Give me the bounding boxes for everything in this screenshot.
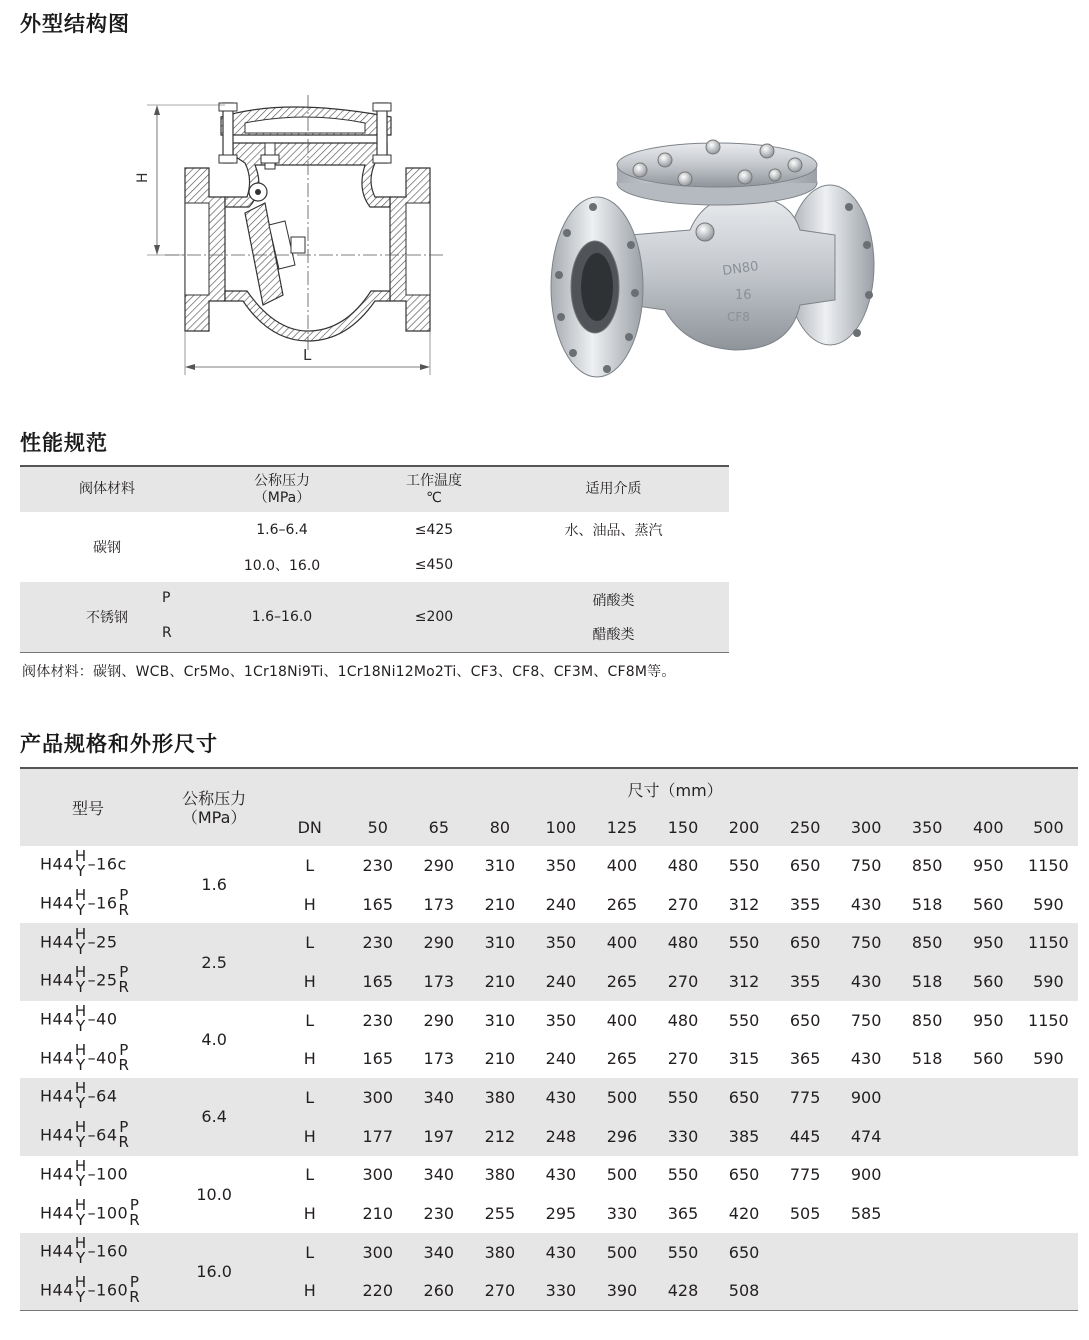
dimension-value-cell: 340 (408, 1233, 469, 1272)
dimension-value-cell: 474 (836, 1117, 897, 1156)
dimension-value-cell: 1150 (1028, 1010, 1069, 1030)
dimension-value-cell: 173 (423, 894, 455, 914)
dimension-value-cell (1019, 1078, 1078, 1117)
dimension-value-cell: 480 (667, 1010, 699, 1030)
temperature-cell: ≤200 (370, 582, 498, 652)
stacked-suffix: P R (118, 886, 130, 920)
model-cell: H44 H Y –100 P R (40, 1195, 141, 1229)
valve-product-photo (545, 125, 885, 390)
dimension-value-cell: 265 (606, 1049, 638, 1069)
dimension-value-cell: 310 (469, 923, 530, 962)
dimension-value-cell: 420 (728, 1204, 760, 1224)
dimension-value-cell: 260 (408, 1272, 469, 1311)
stacked-suffix: P R (118, 1040, 130, 1074)
dimension-value-cell: 270 (469, 1272, 530, 1311)
stacked-suffix: H Y (74, 963, 87, 997)
dimension-value-cell: 300 (362, 1165, 394, 1185)
dimension-value-cell: 330 (606, 1204, 638, 1224)
pressure-cell: 1.6–16.0 (194, 582, 370, 652)
stacked-suffix: H Y (74, 1156, 87, 1190)
dimension-value-cell: 270 (667, 1049, 699, 1069)
dimension-value-cell: 312 (728, 894, 760, 914)
dimension-value-cell: 380 (469, 1233, 530, 1272)
dimension-value-cell: 850 (911, 855, 943, 875)
pressure-cell: 10.0、16.0 (243, 557, 321, 574)
dimension-value-cell: 197 (408, 1117, 469, 1156)
dimension-value-cell (958, 1233, 1019, 1272)
dimension-value-cell: 550 (728, 1010, 760, 1030)
dimension-value-cell (1019, 1272, 1078, 1311)
stacked-suffix: H Y (74, 1234, 87, 1268)
dimension-value-cell: 590 (1019, 962, 1078, 1001)
dimension-value-cell: 255 (484, 1204, 516, 1224)
model-cell: H44 H Y –40 P R (40, 1040, 130, 1074)
dimension-value-cell: 480 (667, 855, 699, 875)
header-dn-value: 150 (652, 809, 713, 846)
dimension-value-cell: 240 (545, 894, 577, 914)
dimension-value-cell: 355 (775, 962, 836, 1001)
dimension-value-cell: 270 (652, 962, 713, 1001)
dimension-value-cell: 165 (362, 1049, 394, 1069)
dimension-value-cell: 210 (469, 962, 530, 1001)
model-cell: H44 H Y –16 P R (40, 886, 130, 920)
table-row (20, 923, 1078, 962)
header-dn-value: 250 (775, 809, 836, 846)
model-cell: H44 H Y –64 P R (20, 1117, 156, 1156)
dimension-value-cell: 265 (606, 894, 638, 914)
dimension-value-cell: 1150 (1028, 855, 1069, 875)
dimension-value-cell: 355 (789, 894, 821, 914)
dimension-value-cell (958, 1194, 1019, 1233)
specification-table (20, 767, 1078, 1311)
model-cell: H44 H Y –160 P R (20, 1272, 156, 1311)
dimension-value-cell: 850 (911, 1010, 943, 1030)
dimension-value-cell (1019, 1233, 1078, 1272)
dimension-value-cell (775, 1233, 836, 1272)
dimension-value-cell: 430 (530, 1078, 591, 1117)
stacked-suffix: P R (129, 1195, 141, 1229)
dimension-value-cell: 518 (911, 894, 943, 914)
dimension-value-cell (958, 1117, 1019, 1156)
dimension-value-cell: 315 (728, 1049, 760, 1069)
dimension-value-cell: 950 (958, 923, 1019, 962)
dimension-value-cell: 850 (897, 923, 958, 962)
medium-cell (498, 547, 729, 582)
dimension-type-cell: H (272, 1117, 347, 1156)
model-cell: H44 H Y –25 P R (20, 962, 156, 1001)
dimension-value-cell: 177 (347, 1117, 408, 1156)
header-pressure: 公称压力 （MPa） (156, 768, 272, 846)
dimension-value-cell (958, 1272, 1019, 1311)
dimension-value-cell: 350 (545, 1010, 577, 1030)
dimension-value-cell: 585 (850, 1204, 882, 1224)
table-row (20, 512, 729, 547)
dimension-type-cell: H (303, 1204, 316, 1224)
stacked-suffix: P R (118, 1118, 130, 1152)
material-stainless-steel: 不锈钢 P R (20, 582, 194, 652)
dimension-value-cell: 650 (714, 1078, 775, 1117)
dimension-value-cell: 385 (714, 1117, 775, 1156)
dimension-value-cell: 430 (545, 1165, 577, 1185)
dimension-value-cell: 230 (362, 1010, 394, 1030)
dimension-value-cell: 165 (347, 962, 408, 1001)
header-dn-value: 125 (591, 809, 652, 846)
pressure-cell: 1.6 (201, 875, 227, 895)
dimension-value-cell: 380 (469, 1078, 530, 1117)
header-dn-value: 300 (836, 809, 897, 846)
dimension-value-cell: 230 (362, 855, 394, 875)
dimension-value-cell: 650 (714, 1233, 775, 1272)
dimension-value-cell: 400 (606, 855, 638, 875)
stacked-suffix: H Y (74, 1118, 87, 1152)
dimension-value-cell: 650 (789, 855, 821, 875)
dimension-value-cell (1019, 1156, 1078, 1195)
pressure-cell: 2.5 (156, 923, 272, 1000)
dimension-value-cell: 165 (362, 894, 394, 914)
dimension-value-cell: 265 (591, 962, 652, 1001)
dimension-value-cell: 210 (362, 1204, 394, 1224)
dimension-type-cell: L (305, 855, 315, 875)
dimension-value-cell: 505 (789, 1204, 821, 1224)
header-material: 阀体材料 (20, 466, 194, 512)
stacked-suffix: H Y (74, 847, 87, 881)
dimension-value-cell: 365 (667, 1204, 699, 1224)
dimension-value-cell: 775 (789, 1165, 821, 1185)
header-model: 型号 (20, 768, 156, 846)
dimension-value-cell: 500 (591, 1078, 652, 1117)
dimension-value-cell (836, 1272, 897, 1311)
dimension-value-cell: 248 (530, 1117, 591, 1156)
table-row (20, 582, 729, 617)
dimension-type-cell: L (272, 1078, 347, 1117)
dimension-value-cell: 290 (423, 1010, 455, 1030)
medium-cell: 醋酸类 (498, 617, 729, 652)
dimension-type-cell: H (272, 1272, 347, 1311)
temperature-cell: ≤425 (414, 521, 454, 538)
dimension-value-cell: 230 (423, 1204, 455, 1224)
dimension-value-cell: 295 (545, 1204, 577, 1224)
dimension-type-cell: H (272, 962, 347, 1001)
dimension-value-cell (897, 1233, 958, 1272)
dimension-value-cell: 173 (423, 1049, 455, 1069)
dimension-value-cell (897, 1117, 958, 1156)
stacked-suffix: H Y (74, 924, 87, 958)
dimension-value-cell: 550 (667, 1165, 699, 1185)
dimension-value-cell: 400 (591, 923, 652, 962)
pressure-cell: 6.4 (156, 1078, 272, 1155)
performance-section-title: 性能规范 (20, 430, 108, 455)
structure-section-title: 外型结构图 (20, 11, 130, 36)
specs-section-title: 产品规格和外形尺寸 (20, 731, 218, 756)
dimension-value-cell: 650 (775, 923, 836, 962)
pressure-cell: 10.0 (196, 1184, 232, 1204)
dimension-value-cell (897, 1194, 958, 1233)
dimension-value-cell: 240 (530, 962, 591, 1001)
dimension-value-cell: 550 (714, 923, 775, 962)
dimension-value-cell: 300 (347, 1078, 408, 1117)
dimension-value-cell: 212 (469, 1117, 530, 1156)
dimension-value-cell: 210 (484, 1049, 516, 1069)
dimension-type-cell: L (272, 923, 347, 962)
material-carbon-steel: 碳钢 (93, 540, 121, 556)
model-cell: H44 H Y –100 (40, 1156, 129, 1190)
model-cell: H44 H Y –160 (20, 1233, 156, 1272)
dimension-value-cell: 430 (850, 894, 882, 914)
dimension-value-cell: 430 (530, 1233, 591, 1272)
table-row (20, 1001, 1078, 1040)
model-cell: H44 H Y –25 (20, 923, 156, 962)
dimension-value-cell: 950 (972, 855, 1004, 875)
header-dn: DN (272, 809, 347, 846)
dimension-value-cell: 230 (347, 923, 408, 962)
photo-marking-pn: 16 (735, 288, 752, 303)
pressure-cell: 4.0 (201, 1029, 227, 1049)
dimension-type-cell: L (272, 1233, 347, 1272)
dimension-value-cell: 340 (408, 1078, 469, 1117)
dimension-value-cell: 550 (652, 1078, 713, 1117)
dimension-value-cell (1019, 1194, 1078, 1233)
dimension-value-cell: 650 (728, 1165, 760, 1185)
dimension-value-cell: 950 (972, 1010, 1004, 1030)
dimension-value-cell: 430 (850, 1049, 882, 1069)
dimension-value-cell: 560 (972, 1049, 1004, 1069)
dimension-value-cell: 445 (775, 1117, 836, 1156)
dimension-value-cell (897, 1078, 958, 1117)
dimension-value-cell: 775 (775, 1078, 836, 1117)
stacked-suffix: H Y (74, 1040, 87, 1074)
performance-table (20, 465, 729, 653)
dimension-value-cell: 560 (958, 962, 1019, 1001)
stainless-sub-p: P (162, 590, 171, 606)
dimension-value-cell: 290 (423, 855, 455, 875)
header-dn-value: 100 (530, 809, 591, 846)
dimension-value-cell: 590 (1033, 1049, 1064, 1069)
dimension-value-cell: 210 (484, 894, 516, 914)
dimension-value-cell (836, 1233, 897, 1272)
dimension-value-cell: 430 (836, 962, 897, 1001)
model-cell: H44 H Y –64 (20, 1078, 156, 1117)
dimension-value-cell (897, 1156, 958, 1195)
header-dn-value: 65 (408, 809, 469, 846)
dimension-type-cell: L (305, 1165, 315, 1185)
dimension-value-cell: 240 (545, 1049, 577, 1069)
dimension-value-cell (897, 1272, 958, 1311)
dimension-value-cell: 300 (347, 1233, 408, 1272)
dimension-value-cell: 428 (652, 1272, 713, 1311)
material-note: 阀体材料：碳钢、WCB、Cr5Mo、1Cr18Ni9Ti、1Cr18Ni12Mo2Ti、CF3、CF8、CF3M、CF8M等。 (22, 664, 676, 680)
dimension-value-cell: 650 (789, 1010, 821, 1030)
table-row (20, 846, 1078, 885)
dimension-value-cell: 290 (408, 923, 469, 962)
pressure-cell: 16.0 (156, 1233, 272, 1310)
stainless-sub-r: R (162, 625, 172, 641)
stacked-suffix: H Y (74, 1079, 87, 1113)
dimension-value-cell: 560 (972, 894, 1004, 914)
valve-cross-section-drawing (125, 95, 445, 385)
table-row (20, 1233, 1078, 1272)
dimension-value-cell: 1150 (1019, 923, 1078, 962)
header-medium: 适用介质 (498, 466, 729, 512)
dimension-value-cell: 480 (652, 923, 713, 962)
dimension-value-cell: 380 (484, 1165, 516, 1185)
header-dn-value: 350 (897, 809, 958, 846)
dimension-value-cell (1019, 1117, 1078, 1156)
stacked-suffix: H Y (74, 886, 87, 920)
dimension-value-cell (958, 1156, 1019, 1195)
dimension-type-cell: H (303, 894, 316, 914)
dimension-value-cell: 508 (714, 1272, 775, 1311)
header-dn-value: 80 (469, 809, 530, 846)
dimension-value-cell: 270 (667, 894, 699, 914)
pressure-cell: 1.6–6.4 (256, 521, 308, 538)
dimension-type-cell: L (305, 1010, 315, 1030)
dimension-value-cell: 310 (484, 855, 516, 875)
dimension-value-cell: 900 (850, 1165, 882, 1185)
dimension-l-label: L (303, 346, 312, 364)
dimension-value-cell: 296 (591, 1117, 652, 1156)
stacked-suffix: H Y (74, 1272, 87, 1306)
model-cell: H44 H Y –40 (40, 1002, 118, 1036)
header-dn-value: 200 (714, 809, 775, 846)
dimension-value-cell: 220 (347, 1272, 408, 1311)
stacked-suffix: P R (118, 963, 130, 997)
dimension-value-cell: 750 (836, 923, 897, 962)
dimension-value-cell: 518 (897, 962, 958, 1001)
dimension-value-cell: 390 (591, 1272, 652, 1311)
header-dn-value: 50 (347, 809, 408, 846)
dimension-value-cell: 350 (545, 855, 577, 875)
dimension-value-cell: 365 (789, 1049, 821, 1069)
dimension-value-cell: 750 (850, 1010, 882, 1030)
header-dn-value: 400 (958, 809, 1019, 846)
dimension-type-cell: H (303, 1049, 316, 1069)
medium-cell: 硝酸类 (498, 582, 729, 617)
dimension-value-cell: 330 (530, 1272, 591, 1311)
dimension-value-cell: 330 (652, 1117, 713, 1156)
dimension-value-cell: 518 (911, 1049, 943, 1069)
stacked-suffix: H Y (74, 1195, 87, 1229)
table-row (20, 1156, 1078, 1195)
dimension-value-cell: 550 (652, 1233, 713, 1272)
dimension-value-cell (775, 1272, 836, 1311)
header-temperature: 工作温度 ℃ (370, 466, 498, 512)
dimension-value-cell: 173 (408, 962, 469, 1001)
medium-cell: 水、油品、蒸汽 (564, 522, 663, 539)
stacked-suffix: H Y (74, 1002, 87, 1036)
stacked-suffix: P R (129, 1272, 141, 1306)
dimension-value-cell: 750 (850, 855, 882, 875)
dimension-value-cell: 350 (530, 923, 591, 962)
dimension-value-cell (958, 1078, 1019, 1117)
dimension-value-cell: 312 (714, 962, 775, 1001)
temperature-cell: ≤450 (414, 556, 454, 573)
dimension-value-cell: 500 (606, 1165, 638, 1185)
photo-marking-dn: DN80 (721, 259, 760, 279)
header-pressure: 公称压力 （MPa） (194, 466, 370, 512)
dimension-value-cell: 500 (591, 1233, 652, 1272)
dimension-h-label: H (135, 172, 151, 183)
dimension-value-cell: 400 (606, 1010, 638, 1030)
dimension-value-cell: 550 (728, 855, 760, 875)
photo-marking-material: CF8 (727, 310, 750, 324)
header-size: 尺寸（mm） (272, 768, 1078, 809)
dimension-value-cell: 900 (836, 1078, 897, 1117)
dimension-value-cell: 590 (1033, 894, 1064, 914)
header-dn-value: 500 (1019, 809, 1078, 846)
model-cell: H44 H Y –16c (40, 847, 127, 881)
dimension-value-cell: 310 (484, 1010, 516, 1030)
dimension-value-cell: 340 (423, 1165, 455, 1185)
table-row (20, 1078, 1078, 1117)
